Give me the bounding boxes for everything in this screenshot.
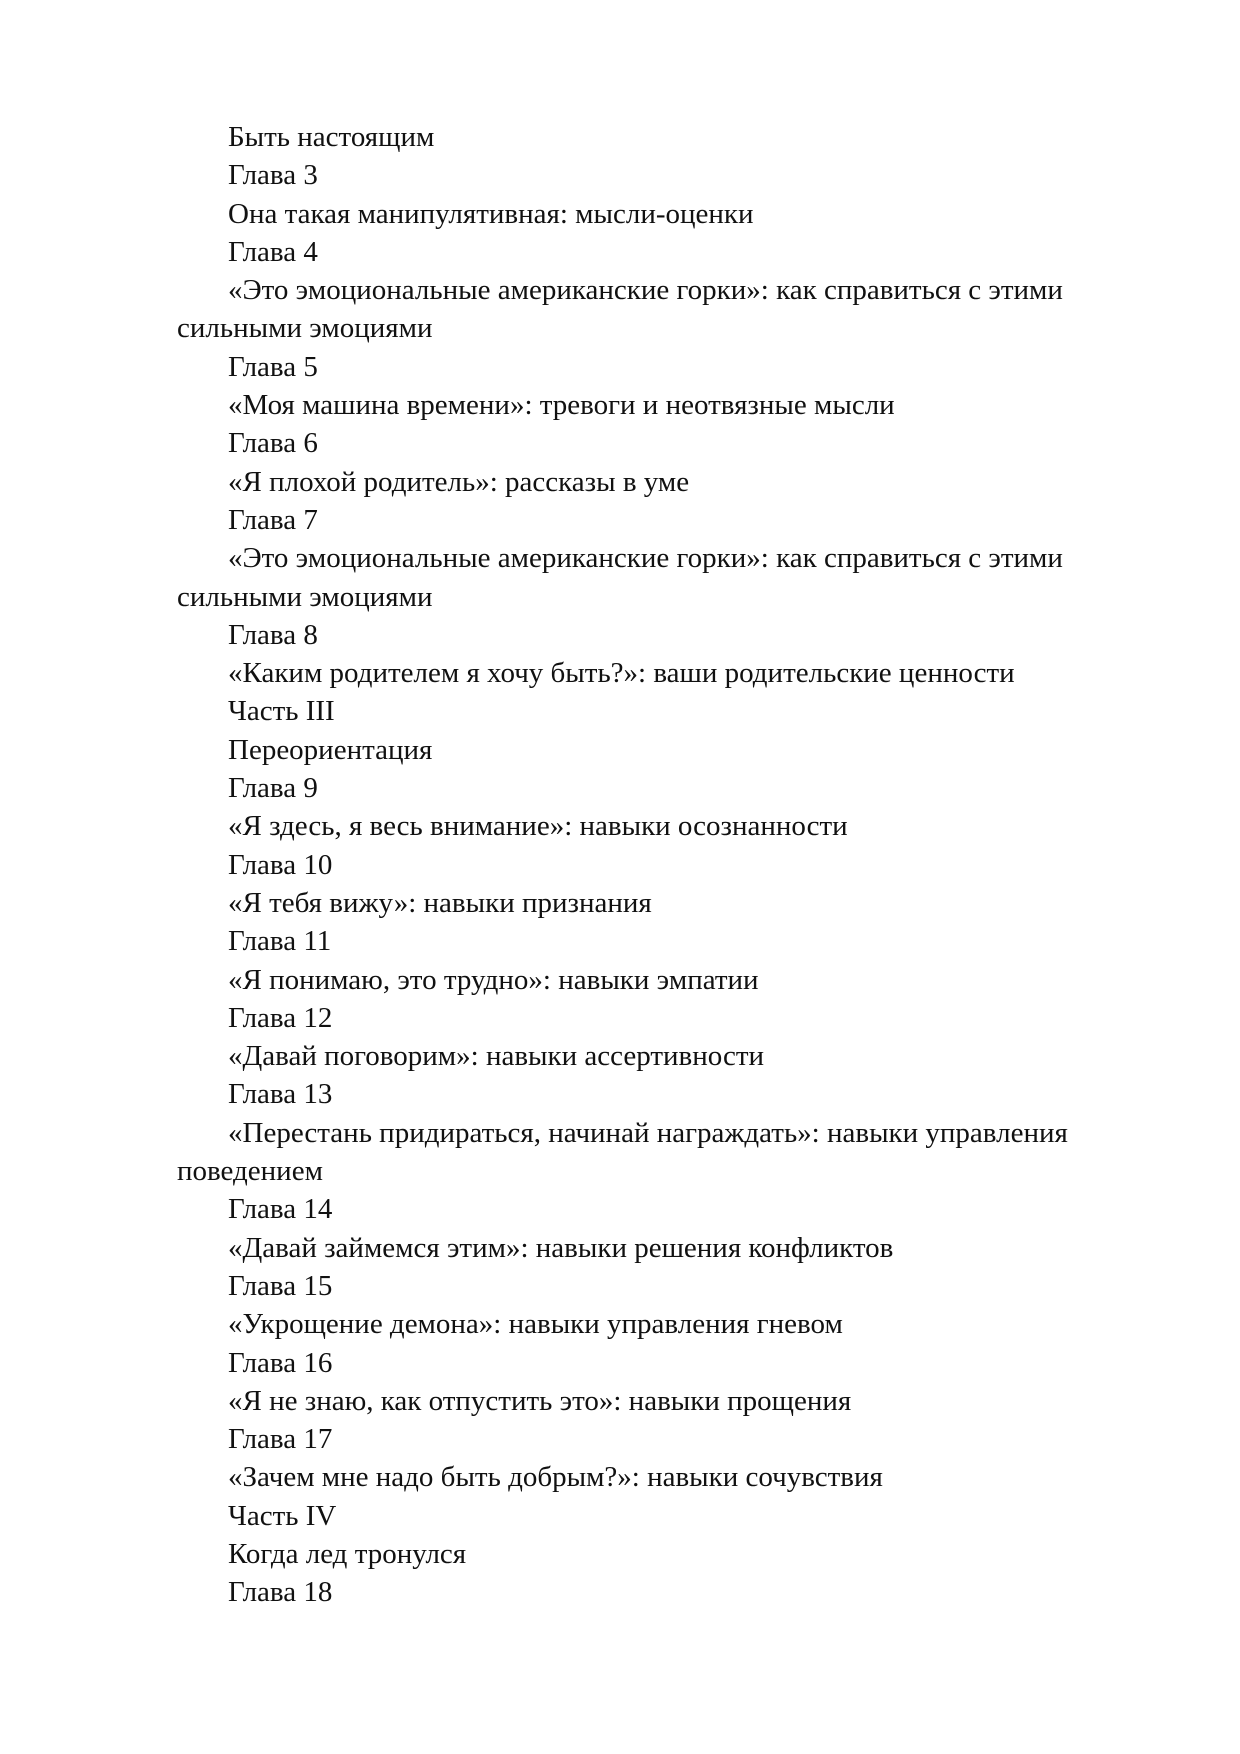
toc-chapter-number: Глава 7	[228, 503, 318, 536]
toc-chapter-title: «Я здесь, я весь внимание»: навыки осознанности	[228, 810, 848, 843]
toc-chapter-number: Глава 16	[228, 1346, 333, 1379]
toc-chapter-number: Глава 10	[228, 848, 333, 881]
toc-chapter-number: Глава 8	[228, 618, 318, 651]
toc-part-title: Переориентация	[228, 733, 433, 766]
toc-chapter-number: Глава 4	[228, 235, 318, 268]
toc-chapter-number: Глава 18	[228, 1576, 333, 1609]
toc-chapter-number: Глава 15	[228, 1269, 333, 1302]
toc-chapter-number: Глава 13	[228, 1078, 333, 1111]
toc-chapter-title: «Перестань придираться, начинай награждать»: навыки управления поведением	[177, 1116, 1068, 1188]
toc-chapter-title: «Укрощение демона»: навыки управления гневом	[228, 1308, 843, 1341]
toc-chapter-title: «Давай поговорим»: навыки ассертивности	[228, 1040, 765, 1073]
toc-chapter-number: Глава 14	[228, 1193, 333, 1226]
toc-chapter-title: «Я понимаю, это трудно»: навыки эмпатии	[228, 963, 759, 996]
toc-chapter-title: «Каким родителем я хочу быть?»: ваши родительские ценности	[228, 657, 1015, 690]
toc-chapter-number: Глава 9	[228, 772, 318, 805]
toc-chapter-number: Глава 6	[228, 427, 318, 460]
toc-part-title: Быть настоящим	[228, 121, 435, 153]
toc-chapter-title: «Давай займемся этим»: навыки решения конфликтов	[228, 1231, 894, 1264]
toc-part-number: Часть III	[228, 695, 335, 728]
toc-chapter-title: «Моя машина времени»: тревоги и неотвязные мысли	[228, 389, 895, 422]
toc-chapter-title: «Я не знаю, как отпустить это»: навыки прощения	[228, 1384, 852, 1417]
toc-chapter-number: Глава 5	[228, 350, 318, 383]
toc-chapter-title: «Это эмоциональные американские горки»: как справиться с этими сильными эмоциями	[177, 274, 1063, 345]
toc-chapter-title: «Я тебя вижу»: навыки признания	[228, 886, 652, 919]
toc-part-number: Часть IV	[228, 1499, 337, 1532]
toc-chapter-number: Глава 12	[228, 1001, 333, 1034]
toc-chapter-number: Глава 11	[228, 925, 332, 958]
toc-chapter-number: Глава 17	[228, 1423, 333, 1456]
table-of-contents	[177, 118, 1137, 1612]
toc-part-title: Когда лед тронулся	[228, 1537, 467, 1570]
toc-chapter-number: Глава 3	[228, 159, 318, 192]
toc-chapter-title: «Зачем мне надо быть добрым?»: навыки сочувствия	[228, 1461, 883, 1494]
toc-chapter-title: Она такая манипулятивная: мысли-оценки	[228, 197, 754, 230]
toc-chapter-title: «Я плохой родитель»: рассказы в уме	[228, 465, 690, 498]
toc-chapter-title: «Это эмоциональные американские горки»: как справиться с этими сильными эмоциями	[177, 542, 1063, 613]
